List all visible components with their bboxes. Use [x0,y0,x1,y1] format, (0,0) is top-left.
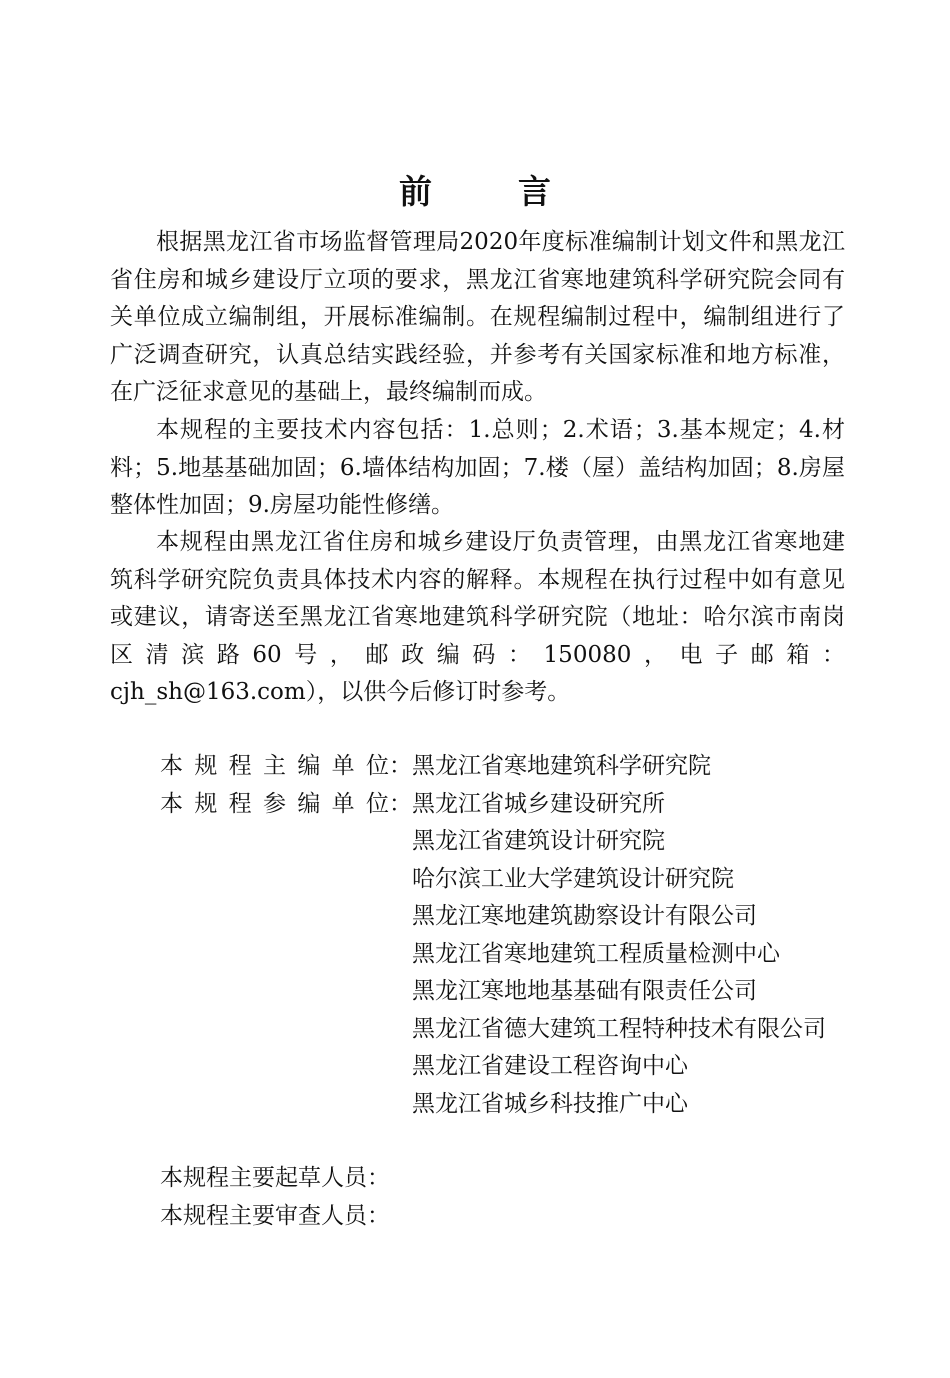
label-char: 位 [365,753,389,779]
participating-unit-item: 黑龙江省建设工程咨询中心 [412,1053,688,1079]
label-char: 参 [262,790,286,817]
participating-unit-item: 黑龙江省城乡科技推广中心 [412,1090,688,1117]
title-char-2: 言 [518,172,551,211]
label-char: 本 [160,753,183,779]
label-char: 位 [365,790,389,817]
label-char [366,748,412,786]
participating-unit-item: 黑龙江寒地地基基础有限责任公司 [412,978,757,1004]
participating-unit-item: 黑龙江省德大建筑工程特种技术有限公司 [412,1015,826,1042]
chief-unit-label [160,748,412,786]
units-section [160,748,850,1123]
label-char: 编 [297,790,321,817]
label-char: 单 [331,753,355,779]
title-char-1: 前 [399,172,432,211]
preface-paragraph-3: 本规程由黑龙江省住房和城乡建设厅负责管理，由黑龙江省寒地建筑科学研究院负责具体技术内容的解释。本规程在执行过程中如有意见或建议，请寄送至黑龙江省寒地建筑科学研究院（地址：哈尔滨市南岗区清滨路60号，邮政编码：150080，电子邮箱：cjh_sh@163.com），以供今后修订时参考。 [110,529,845,705]
participating-unit-label [160,786,412,824]
participating-unit-row [160,786,850,824]
chief-unit-value: 黑龙江省寒地建筑科学研究院 [412,753,711,779]
drafters-label: 本规程主要起草人员： [160,1165,390,1191]
reviewers-label: 本规程主要审查人员： [160,1202,390,1229]
label-char: 程 [228,753,252,779]
label-char: 编 [297,753,321,779]
label-char: 规 [194,790,218,817]
label-colon: ： [388,790,412,817]
preface-paragraph-1: 根据黑龙江省市场监督管理局2020年度标准编制计划文件和黑龙江省住房和城乡建设厅立项的要求，黑龙江省寒地建筑科学研究院会同有关单位成立编制组，开展标准编制。在规程编制过程中，编制组进行了广泛调查研究，认真总结实践经验，并参考有关国家标准和地方标准，在广泛征求意见的基础上，最终编制而成。 [110,229,845,405]
personnel-section [160,1160,390,1235]
label-colon: ： [388,753,412,779]
label-char: 单 [331,790,355,817]
label-char: 主 [262,753,286,779]
participating-unit-item: 哈尔滨工业大学建筑设计研究院 [412,865,734,892]
participating-unit-item: 黑龙江省建筑设计研究院 [412,828,665,854]
label-char: 本 [160,790,183,817]
label-char: 规 [194,753,218,779]
chief-unit-row [160,748,850,786]
participating-unit-item: 黑龙江省寒地建筑工程质量检测中心 [412,940,780,967]
label-char [366,786,412,824]
participating-unit-list [412,823,850,1123]
participating-unit-item: 黑龙江省城乡建设研究所 [412,790,665,817]
preface-paragraph-2: 本规程的主要技术内容包括：1.总则；2.术语；3.基本规定；4.材料；5.地基基础加固；6.墙体结构加固；7.楼（屋）盖结构加固；8.房屋整体性加固；9.房屋功能性修缮。 [110,417,845,518]
page-title [0,166,950,213]
participating-unit-item: 黑龙江寒地建筑勘察设计有限公司 [412,903,757,929]
label-char: 程 [228,790,252,817]
